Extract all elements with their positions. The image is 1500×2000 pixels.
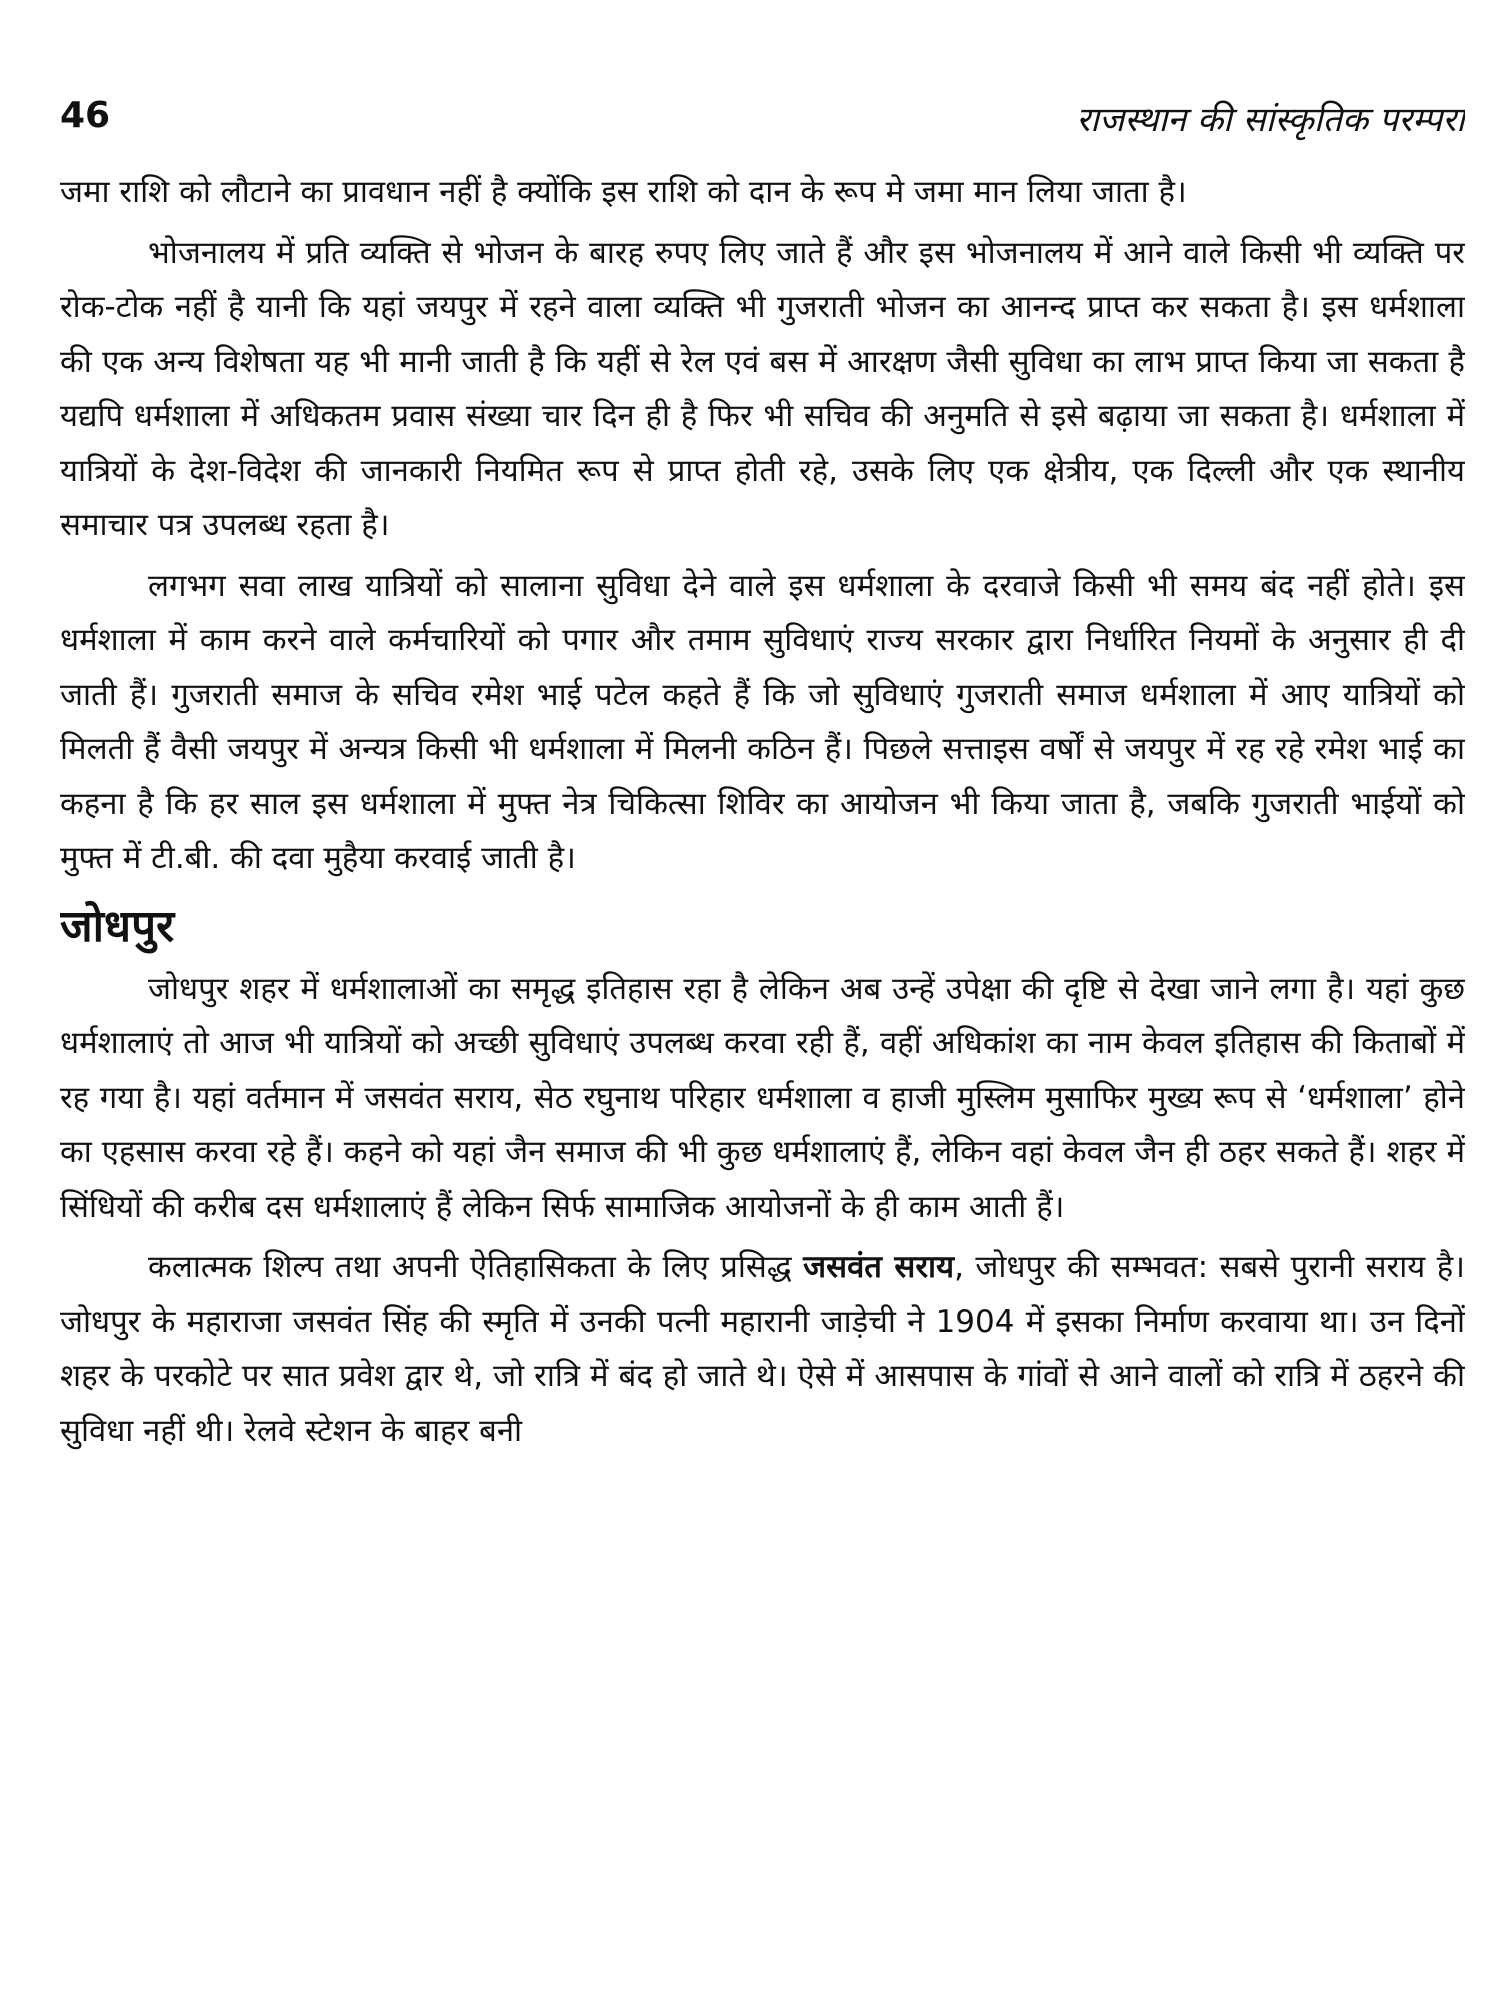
bold-term-jaswant-saray: जसवंत सराय [803, 1249, 955, 1285]
page-header [60, 95, 1465, 165]
paragraph-jodhpur-1: जोधपुर शहर में धर्मशालाओं का समृद्ध इतिहास रहा है लेकिन अब उन्हें उपेक्षा की दृष्टि से देखा जाने लगा है। यहां कुछ धर्मशालाएं तो आज भी यात्रियों को अच्छी सुविधाएं उपलब्ध करवा रही हैं, वहीं अधिकांश का नाम केवल इतिहास की किताबों में रह गया है। यहां वर्तमान में जसवंत सराय, सेठ रघुनाथ परिहार धर्मशाला व हाजी मुस्लिम मुसाफिर मुख्य रूप से ‘धर्मशाला’ होने का एहसास करवा रहे हैं। कहने को यहां जैन समाज की भी कुछ धर्मशालाएं हैं, लेकिन वहां केवल जैन ही ठहर सकते हैं। शहर में सिंधियों की करीब दस धर्मशालाएं हैं लेकिन सिर्फ सामाजिक आयोजनों के ही काम आती हैं। [60, 970, 1465, 1225]
section-heading-jodhpur: जोधपुर [60, 900, 175, 952]
paragraph-bhojanalay: भोजनालय में प्रति व्यक्ति से भोजन के बारह रुपए लिए जाते हैं और इस भोजनालय में आने वाले किसी भी व्यक्ति पर रोक-टोक नहीं है यानी कि यहां जयपुर में रहने वाला व्यक्ति भी गुजराती भोजन का आनन्द प्राप्त कर सकता है। इस धर्मशाला की एक अन्य विशेषता यह भी मानी जाती है कि यहीं से रेल एवं बस में आरक्षण जैसी सुविधा का लाभ प्राप्त किया जा सकता है यद्यपि धर्मशाला में अधिकतम प्रवास संख्या चार दिन ही है फिर भी सचिव की अनुमति से इसे बढ़ाया जा सकता है। धर्मशाला में यात्रियों के देश-विदेश की जानकारी नियमित रूप से प्राप्त होती रहे, उसके लिए एक क्षेत्रीय, एक दिल्ली और एक स्थानीय समाचार पत्र उपलब्ध रहता है। [60, 234, 1465, 543]
paragraph-text-lead: कलात्मक शिल्प तथा अपनी ऐतिहासिकता के लिए प्रसिद्ध [148, 1249, 804, 1285]
book-page [60, 95, 1465, 1975]
paragraph-continued: जमा राशि को लौटाने का प्रावधान नहीं है क्योंकि इस राशि को दान के रूप मे जमा मान लिया जाता है। [60, 174, 1187, 210]
paragraph-yatri: लगभग सवा लाख यात्रियों को सालाना सुविधा देने वाले इस धर्मशाला के दरवाजे किसी भी समय बंद नहीं होते। इस धर्मशाला में काम करने वाले कर्मचारियों को पगार और तमाम सुविधाएं राज्य सरकार द्वारा निर्धारित नियमों के अनुसार ही दी जाती हैं। गुजराती समाज के सचिव रमेश भाई पटेल कहते हैं कि जो सुविधाएं गुजराती समाज धर्मशाला में आए यात्रियों को मिलती हैं वैसी जयपुर में अन्यत्र किसी भी धर्मशाला में मिलनी कठिन हैं। पिछले सत्ताइस वर्षों से जयपुर में रह रहे रमेश भाई का कहना है कि हर साल इस धर्मशाला में मुफ्त नेत्र चिकित्सा शिविर का आयोजन भी किया जाता है, जबकि गुजराती भाईयों को मुफ्त में टी.बी. की दवा मुहैया करवाई जाती है। [60, 567, 1465, 876]
paragraph-jodhpur-2 [60, 1240, 1465, 1458]
page-number: 46 [60, 95, 111, 136]
running-title: राजस्थान की सांस्कृतिक परम्परा [1076, 100, 1465, 140]
paragraph-text-rest: , जोधपुर की सम्भवत: सबसे पुरानी सराय है। जोधपुर के महाराजा जसवंत सिंह की स्मृति में उनकी पत्नी महारानी जाड़ेची ने 1904 में इसका निर्माण करवाया था। उन दिनों शहर के परकोटे पर सात प्रवेश द्वार थे, जो रात्रि में बंद हो जाते थे। ऐसे में आसपास के गांवों से आने वालों को रात्रि में ठहरने की सुविधा नहीं थी। रेलवे स्टेशन के बाहर बनी [60, 1249, 1465, 1449]
